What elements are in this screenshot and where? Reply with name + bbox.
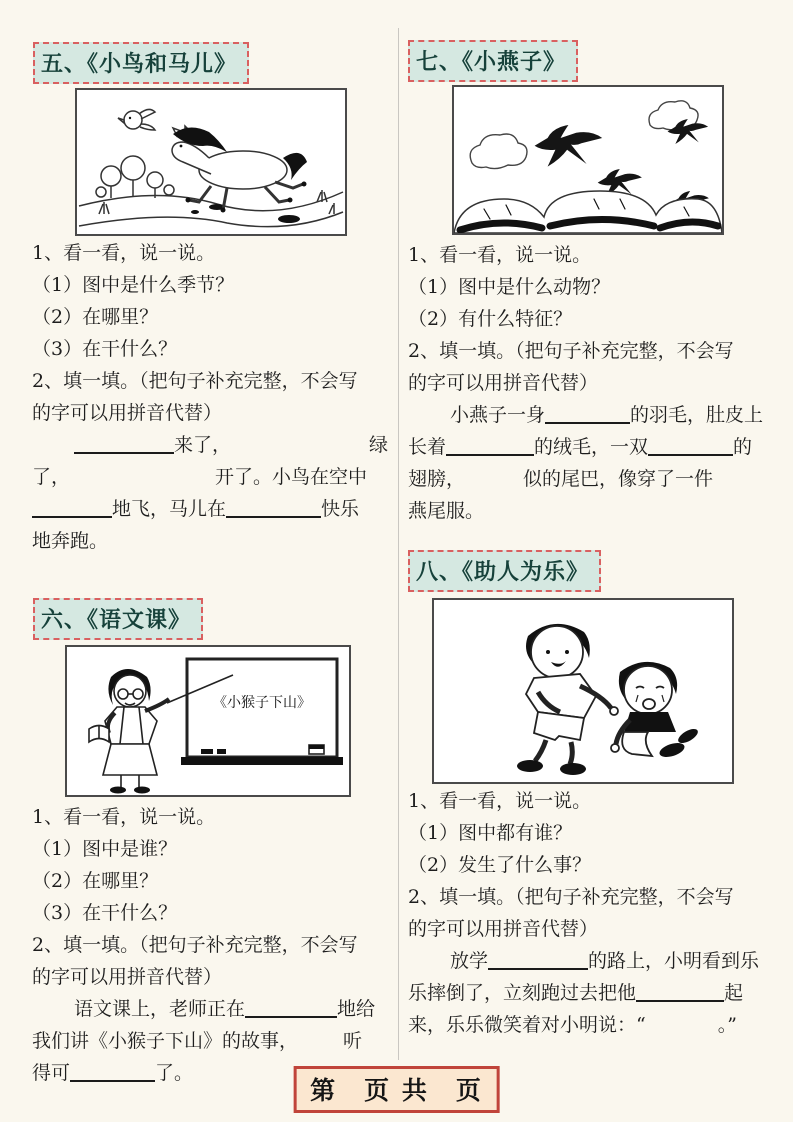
text-segment: 了， (32, 466, 71, 488)
question-line: （2）在哪里？ (32, 870, 159, 892)
teacher-blackboard-drawing (67, 647, 349, 795)
answer-blank (245, 997, 337, 1018)
swallows-illustration (452, 85, 724, 235)
text-segment: 地给 (337, 998, 376, 1020)
section-eight-questions (408, 785, 774, 1041)
column-divider (398, 28, 399, 1060)
text-segment: 的羽毛，肚皮上 (630, 404, 764, 426)
question-line: 的字可以用拼音代替） (32, 966, 223, 988)
question-line: （2）有什么特征？ (408, 308, 573, 330)
question-line: （1）图中是谁？ (32, 838, 178, 860)
page-number-footer: 第 页 共 页 (293, 1066, 500, 1113)
text-segment: 的绒毛，一双 (534, 436, 649, 458)
question-line: （1）图中是什么季节？ (32, 274, 235, 296)
fill-blank-line (408, 431, 774, 463)
fill-blank-line (408, 945, 774, 977)
fill-blank-line (32, 1025, 398, 1057)
section-title-seven: 七、《小燕子》 (408, 40, 578, 82)
question-line: 的字可以用拼音代替） (408, 918, 599, 940)
answer-blank (70, 1061, 155, 1082)
answer-blank (488, 949, 588, 970)
fill-blank-line (32, 993, 398, 1025)
fill-blank-line (32, 461, 398, 493)
answer-blank (446, 435, 534, 456)
text-segment: 。” (717, 1014, 737, 1036)
blank-gap (408, 966, 450, 967)
fill-blank-line (408, 977, 774, 1009)
blank-gap (32, 450, 74, 451)
question-line: （2）发生了什么事？ (408, 854, 592, 876)
question-line: 1、看一看，说一说。 (32, 806, 216, 828)
fill-blank-line (408, 495, 774, 527)
text-segment: 我们讲《小猴子下山》的故事， (32, 1030, 299, 1052)
text-segment: 的 (733, 436, 753, 458)
answer-blank (32, 497, 112, 518)
bird-and-horse-drawing (77, 90, 345, 234)
text-segment: 绿 (369, 434, 389, 456)
text-segment: 快乐 (321, 498, 360, 520)
text-segment: 地飞，马儿在 (112, 498, 227, 520)
question-line: 2、填一填。（把句子补充完整，不会写 (32, 934, 358, 956)
section-title-eight: 八、《助人为乐》 (408, 550, 601, 592)
section-seven-questions (408, 239, 774, 527)
swallows-drawing (454, 87, 722, 233)
text-segment: 燕尾服。 (408, 500, 485, 522)
text-segment: 小燕子一身 (450, 404, 546, 426)
section-title-six: 六、《语文课》 (33, 598, 203, 640)
blank-gap (465, 484, 523, 485)
question-line: 2、填一填。（把句子补充完整，不会写 (32, 370, 358, 392)
text-segment: 放学 (450, 950, 489, 972)
text-segment: 得可 (32, 1062, 71, 1084)
fill-blank-line (408, 463, 774, 495)
text-segment: 的路上，小明看到乐 (588, 950, 760, 972)
blank-gap (70, 482, 215, 483)
text-segment: 开了。小鸟在空中 (215, 466, 368, 488)
answer-blank (226, 497, 321, 518)
bird-and-horse-illustration (75, 88, 347, 236)
chinese-class-illustration (65, 645, 351, 797)
text-segment: 来，乐乐微笑着对小明说：“ (408, 1014, 646, 1036)
question-line: 1、看一看，说一说。 (408, 790, 592, 812)
text-segment: 地奔跑。 (32, 530, 109, 552)
text-segment: 似的尾巴，像穿了一件 (523, 468, 714, 490)
answer-blank (648, 435, 733, 456)
text-segment: 乐摔倒了，立刻跑过去把他 (408, 982, 637, 1004)
fill-blank-line (408, 399, 774, 431)
text-segment: 来了， (174, 434, 232, 456)
question-line: 1、看一看，说一说。 (408, 244, 592, 266)
blank-gap (408, 420, 450, 421)
question-line: 1、看一看，说一说。 (32, 242, 216, 264)
blank-gap (231, 450, 369, 451)
blank-gap (298, 1046, 343, 1047)
question-line: （3）在干什么？ (32, 338, 178, 360)
question-line: 的字可以用拼音代替） (32, 402, 223, 424)
text-segment: 了。 (155, 1062, 194, 1084)
text-segment: 翅膀， (408, 468, 466, 490)
question-line: 的字可以用拼音代替） (408, 372, 599, 394)
text-segment: 语文课上，老师正在 (74, 998, 246, 1020)
section-title-five: 五、《小鸟和马儿》 (33, 42, 249, 84)
text-segment: 长着 (408, 436, 447, 458)
helping-boys-drawing (434, 600, 732, 782)
question-line: 2、填一填。（把句子补充完整，不会写 (408, 886, 734, 908)
blank-gap (646, 1030, 718, 1031)
fill-blank-line (32, 525, 398, 557)
question-line: 2、填一填。（把句子补充完整，不会写 (408, 340, 734, 362)
text-segment: 听 (343, 1030, 363, 1052)
question-line: （3）在干什么？ (32, 902, 178, 924)
question-line: （2）在哪里？ (32, 306, 159, 328)
fill-blank-line (408, 1009, 774, 1041)
section-five-questions (32, 237, 398, 557)
helping-boys-illustration (432, 598, 734, 784)
question-line: （1）图中是什么动物？ (408, 276, 611, 298)
text-segment: 起 (724, 982, 744, 1004)
blackboard-title-text: 《小猴子下山》 (213, 695, 311, 711)
fill-blank-line (32, 493, 398, 525)
fill-blank-line (32, 429, 398, 461)
answer-blank (636, 981, 724, 1002)
blank-gap (32, 1014, 74, 1015)
answer-blank (545, 403, 630, 424)
answer-blank (74, 433, 174, 454)
section-six-questions (32, 801, 398, 1089)
question-line: （1）图中都有谁？ (408, 822, 573, 844)
